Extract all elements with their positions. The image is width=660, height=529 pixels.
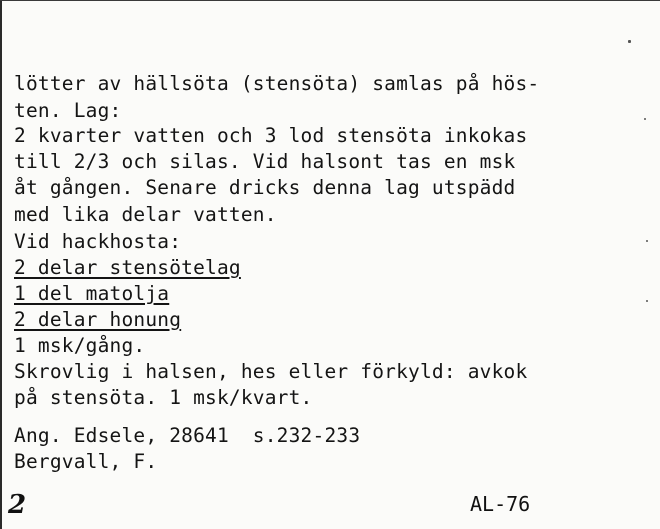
text-line-3: 2 kvarter vatten och 3 lod stensöta inkokas [14,124,528,147]
text-line-2: ten. Lag: [14,99,122,122]
text-line-11: 1 msk/gång. [14,334,146,357]
text-line-13: på stensöta. 1 msk/kvart. [14,386,313,409]
card-top-edge [0,0,660,1]
text-line-5: åt gången. Senare dricks denna lag utspädd [14,176,516,199]
text-line-14: Ang. Edsele, 28641 s.232-233 [14,424,361,447]
handwritten-number: 2 [8,490,27,520]
text-line-6: med lika delar vatten. [14,203,277,226]
paper-speck [628,40,631,43]
text-line-12: Skrovlig i halsen, hes eller förkyld: avkok [14,360,528,383]
paper-speck [646,300,648,302]
text-line-8: 2 delar stensötelag [14,256,241,279]
text-line-10: 2 delar honung [14,308,182,331]
card-left-edge [0,0,2,529]
text-line-15: Bergvall, F. [14,450,158,473]
card-reference-code: AL-76 [470,492,531,516]
text-line-4: till 2/3 och silas. Vid halsont tas en msk [14,150,516,173]
text-line-7: Vid hackhosta: [14,230,182,253]
paper-speck [646,240,648,242]
paper-speck [644,118,646,120]
text-line-9: 1 del matolja [14,282,170,305]
text-line-1: lötter av hällsöta (stensöta) samlas på hös- [14,72,540,95]
